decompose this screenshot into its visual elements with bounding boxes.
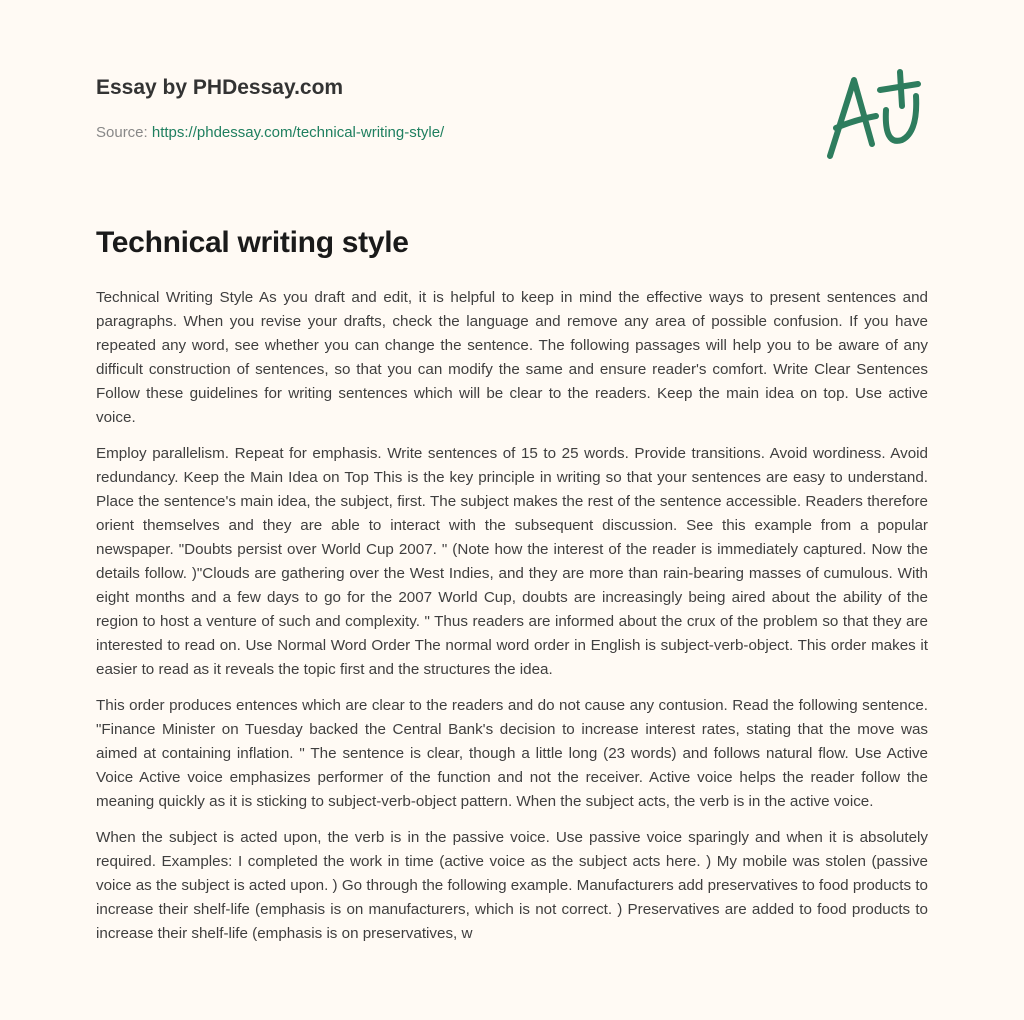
page-title: Technical writing style (96, 226, 409, 259)
source-link[interactable]: https://phdessay.com/technical-writing-style/ (151, 124, 445, 141)
paragraph: This order produces entences which are clear to the readers and do not cause any contusion. Read the following sentence. "Finance Minister on Tuesday backed the Central Bank's decision to increase interest rates, stating that the move was aimed at containing inflation. " The sentence is clear, though a little long (23 words) and follows natural flow. Use Active Voice Active voice emphasizes performer of the function and not the receiver. Active voice helps the reader follow the meaning quickly as it is sticking to subject-verb-object pattern. When the subject acts, the verb is in the active voice. (96, 697, 928, 810)
site-brand: Essay by PHDessay.com (96, 76, 344, 99)
source-line (96, 124, 444, 141)
paragraph: When the subject is acted upon, the verb is in the passive voice. Use passive voice sparingly and when it is absolutely required. Examples: I completed the work in time (active voice as the subject acts here. ) My mobile was stolen (passive voice as the subject is acted upon. ) Go through the following example. Manufacturers add preservatives to food products to increase their shelf-life (emphasis is on manufacturers, which is not correct. ) Preservatives are added to food products to increase their shelf-life (emphasis is on preservatives, w (96, 829, 928, 942)
source-label: Source: (96, 124, 148, 141)
essay-body (96, 286, 928, 958)
paragraph: Technical Writing Style As you draft and edit, it is helpful to keep in mind the effective ways to present sentences and paragraphs. When you revise your drafts, check the language and remove any area of possible confusion. If you have repeated any word, see whether you can change the sentence. The following passages will help you to be aware of any difficult construction of sentences, so that you can modify the same and ensure reader's comfort. Write Clear Sentences Follow these guidelines for writing sentences which will be clear to the readers. Keep the main idea on top. Use active voice. (96, 289, 928, 426)
paragraph: Employ parallelism. Repeat for emphasis. Write sentences of 15 to 25 words. Provide transitions. Avoid wordiness. Avoid redundancy. Keep the Main Idea on Top This is the key principle in writing so that your sentences are easy to understand. Place the sentence's main idea, the subject, first. The subject makes the rest of the sentence accessible. Readers therefore orient themselves and they are able to interact with the subsequent discussion. See this example from a popular newspaper. "Doubts persist over World Cup 2007. " (Note how the interest of the reader is immediately captured. Now the details follow. )"Clouds are gathering over the West Indies, and they are more than rain-bearing masses of cumulous. With eight months and a few days to go for the 2007 World Cup, doubts are increasingly being aired about the ability of the region to host a venture of such and complexity. " Thus readers are informed about the crux of the problem so that they are interested to read on. Use Normal Word Order The normal word order in English is subject-verb-object. This order makes it easier to read as it reveals the topic first and the structures the idea. (96, 445, 928, 678)
a-plus-logo-icon (820, 66, 930, 166)
